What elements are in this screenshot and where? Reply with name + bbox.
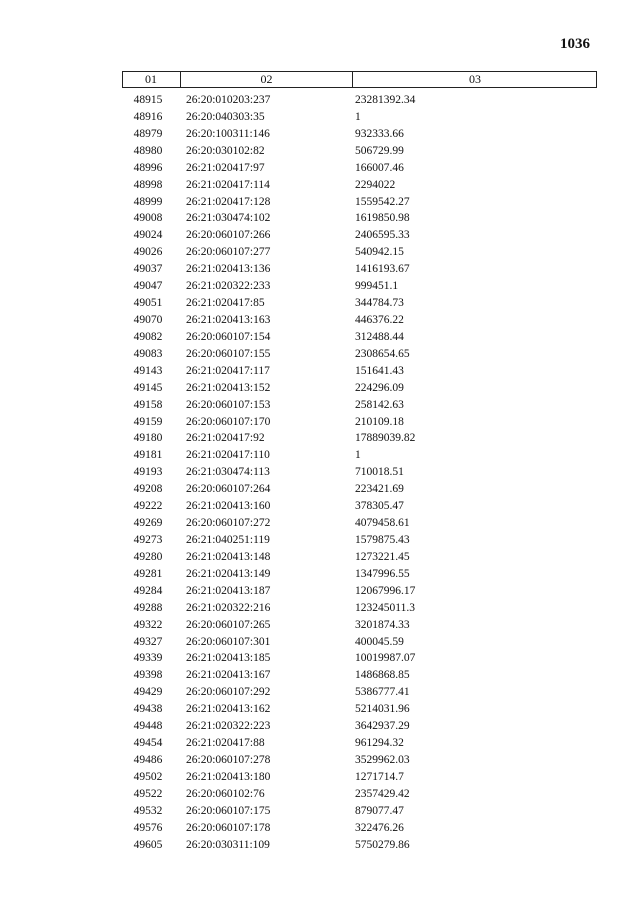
table-cell-col-3: 224296.09 xyxy=(355,381,404,394)
table-cell-col-1: 49327 xyxy=(133,635,163,648)
table-cell-col-2: 26:21:020413:180 xyxy=(186,770,271,783)
table-row xyxy=(0,481,640,498)
table-cell-col-1: 49145 xyxy=(133,381,163,394)
table-cell-col-1: 49448 xyxy=(133,720,163,733)
table-row xyxy=(0,650,640,667)
table-cell-col-1: 49605 xyxy=(133,838,163,851)
table-cell-col-2: 26:20:060107:272 xyxy=(186,517,271,530)
table-row xyxy=(0,329,640,346)
table-cell-col-2: 26:21:020417:97 xyxy=(186,161,265,174)
table-cell-col-3: 210109.18 xyxy=(355,415,404,428)
table-cell-col-1: 49082 xyxy=(133,330,163,343)
table-row xyxy=(0,583,640,600)
table-cell-col-1: 49037 xyxy=(133,263,163,276)
page-number: 1036 xyxy=(560,36,590,52)
table-cell-col-3: 400045.59 xyxy=(355,635,404,648)
table-row xyxy=(0,464,640,481)
table-cell-col-3: 312488.44 xyxy=(355,330,404,343)
table-row xyxy=(0,295,640,312)
table-cell-col-3: 1 xyxy=(355,449,361,462)
table-cell-col-3: 879077.47 xyxy=(355,804,404,817)
table-cell-col-2: 26:20:060107:266 xyxy=(186,229,271,242)
table-header xyxy=(122,71,597,88)
table-cell-col-3: 3529962.03 xyxy=(355,753,410,766)
table-cell-col-2: 26:21:020413:167 xyxy=(186,669,271,682)
table-cell-col-3: 23281392.34 xyxy=(355,94,416,106)
table-cell-col-2: 26:20:060107:155 xyxy=(186,347,271,360)
table-cell-col-1: 48999 xyxy=(133,195,163,208)
table-cell-col-1: 49576 xyxy=(133,821,163,834)
table-cell-col-3: 999451.1 xyxy=(355,280,399,293)
table-cell-col-1: 49398 xyxy=(133,669,163,682)
table-cell-col-2: 26:20:060107:265 xyxy=(186,618,271,631)
table-row xyxy=(0,414,640,431)
table-cell-col-1: 49193 xyxy=(133,466,163,479)
table-cell-col-2: 26:21:040251:119 xyxy=(186,533,270,546)
table-cell-col-3: 540942.15 xyxy=(355,246,404,259)
table-cell-col-1: 48915 xyxy=(133,94,163,106)
table-cell-col-2: 26:21:020413:149 xyxy=(186,567,271,580)
table-cell-col-1: 49280 xyxy=(133,550,163,563)
table-row xyxy=(0,617,640,634)
table-cell-col-3: 932333.66 xyxy=(355,127,404,140)
table-row xyxy=(0,803,640,820)
table-row xyxy=(0,718,640,735)
table-cell-col-1: 49024 xyxy=(133,229,163,242)
table-cell-col-1: 49143 xyxy=(133,364,163,377)
table-cell-col-3: 5386777.41 xyxy=(355,686,410,699)
table-cell-col-3: 322476.26 xyxy=(355,821,404,834)
table-cell-col-2: 26:21:020417:85 xyxy=(186,297,265,310)
table-cell-col-3: 10019987.07 xyxy=(355,652,416,665)
table-cell-col-1: 49339 xyxy=(133,652,163,665)
table-cell-col-1: 49051 xyxy=(133,297,163,310)
table-cell-col-3: 2294022 xyxy=(355,178,396,191)
table-row xyxy=(0,346,640,363)
table-cell-col-3: 1 xyxy=(355,110,361,123)
table-cell-col-1: 49284 xyxy=(133,584,163,597)
table-row xyxy=(0,312,640,329)
table-row xyxy=(0,363,640,380)
table-cell-col-3: 3201874.33 xyxy=(355,618,410,631)
table-row xyxy=(0,532,640,549)
table-cell-col-2: 26:21:020417:117 xyxy=(186,364,270,377)
table-cell-col-1: 49026 xyxy=(133,246,163,259)
table-row xyxy=(0,194,640,211)
table-row xyxy=(0,820,640,837)
table-cell-col-3: 123245011.3 xyxy=(355,601,415,614)
column-header-3: 03 xyxy=(352,72,597,87)
table-cell-col-1: 48998 xyxy=(133,178,163,191)
table-cell-col-1: 49208 xyxy=(133,483,163,496)
table-row xyxy=(0,752,640,769)
table-cell-col-3: 506729.99 xyxy=(355,144,404,157)
table-cell-col-1: 49269 xyxy=(133,517,163,530)
table-row xyxy=(0,735,640,752)
table-row xyxy=(0,837,640,854)
table-row xyxy=(0,549,640,566)
table-body xyxy=(0,92,640,853)
column-header-2: 02 xyxy=(180,72,352,87)
table-row xyxy=(0,701,640,718)
table-row xyxy=(0,244,640,261)
table-cell-col-1: 49047 xyxy=(133,280,163,293)
table-cell-col-1: 48980 xyxy=(133,144,163,157)
table-row xyxy=(0,447,640,464)
table-cell-col-1: 48996 xyxy=(133,161,163,174)
table-cell-col-3: 2406595.33 xyxy=(355,229,410,242)
table-cell-col-3: 1273221.45 xyxy=(355,550,410,563)
table-cell-col-1: 49454 xyxy=(133,737,163,750)
table-cell-col-2: 26:21:020322:216 xyxy=(186,601,271,614)
table-cell-col-1: 49158 xyxy=(133,398,163,411)
table-row xyxy=(0,600,640,617)
table-cell-col-2: 26:21:020322:223 xyxy=(186,720,271,733)
table-cell-col-3: 3642937.29 xyxy=(355,720,410,733)
table-row xyxy=(0,566,640,583)
table-cell-col-2: 26:21:020413:163 xyxy=(186,313,271,326)
table-cell-col-1: 49438 xyxy=(133,703,163,716)
table-cell-col-2: 26:20:060107:264 xyxy=(186,483,271,496)
table-row xyxy=(0,160,640,177)
table-cell-col-2: 26:20:100311:146 xyxy=(186,127,270,140)
table-cell-col-2: 26:21:020413:160 xyxy=(186,500,271,513)
table-cell-col-1: 49159 xyxy=(133,415,163,428)
table-row xyxy=(0,667,640,684)
table-row xyxy=(0,109,640,126)
table-cell-col-3: 378305.47 xyxy=(355,500,404,513)
table-cell-col-2: 26:20:060107:292 xyxy=(186,686,271,699)
table-cell-col-2: 26:20:030102:82 xyxy=(186,144,265,157)
table-row xyxy=(0,227,640,244)
table-cell-col-3: 5214031.96 xyxy=(355,703,410,716)
table-cell-col-3: 344784.73 xyxy=(355,297,404,310)
table-cell-col-2: 26:20:040303:35 xyxy=(186,110,265,123)
table-cell-col-2: 26:21:020413:187 xyxy=(186,584,271,597)
table-row xyxy=(0,210,640,227)
table-row xyxy=(0,786,640,803)
table-cell-col-3: 961294.32 xyxy=(355,737,404,750)
table-cell-col-1: 49502 xyxy=(133,770,163,783)
table-cell-col-2: 26:21:020413:152 xyxy=(186,381,271,394)
column-header-1: 01 xyxy=(145,72,157,86)
table-cell-col-3: 4079458.61 xyxy=(355,517,410,530)
table-cell-col-3: 1486868.85 xyxy=(355,669,410,682)
table-cell-col-1: 49070 xyxy=(133,313,163,326)
table-cell-col-3: 5750279.86 xyxy=(355,838,410,851)
table-row xyxy=(0,278,640,295)
table-cell-col-1: 48979 xyxy=(133,127,163,140)
table-row xyxy=(0,684,640,701)
table-row xyxy=(0,498,640,515)
table-cell-col-3: 258142.63 xyxy=(355,398,404,411)
table-cell-col-2: 26:21:020417:128 xyxy=(186,195,271,208)
table-cell-col-3: 1579875.43 xyxy=(355,533,410,546)
table-cell-col-1: 49429 xyxy=(133,686,163,699)
table-cell-col-3: 2357429.42 xyxy=(355,787,410,800)
table-cell-col-1: 49288 xyxy=(133,601,163,614)
table-row xyxy=(0,261,640,278)
table-cell-col-3: 446376.22 xyxy=(355,313,404,326)
table-cell-col-2: 26:20:060107:175 xyxy=(186,804,271,817)
table-row xyxy=(0,515,640,532)
table-cell-col-3: 1271714.7 xyxy=(355,770,404,783)
table-cell-col-1: 49273 xyxy=(133,533,163,546)
table-cell-col-1: 49008 xyxy=(133,212,163,225)
table-cell-col-3: 12067996.17 xyxy=(355,584,416,597)
table-cell-col-1: 49222 xyxy=(133,500,163,513)
table-cell-col-2: 26:20:060107:277 xyxy=(186,246,271,259)
table-row xyxy=(0,380,640,397)
table-cell-col-1: 49181 xyxy=(133,449,163,462)
table-cell-col-2: 26:21:030474:102 xyxy=(186,212,271,225)
table-cell-col-1: 49486 xyxy=(133,753,163,766)
table-cell-col-1: 49180 xyxy=(133,432,163,445)
table-cell-col-1: 49522 xyxy=(133,787,163,800)
table-cell-col-3: 1559542.27 xyxy=(355,195,410,208)
table-cell-col-1: 49532 xyxy=(133,804,163,817)
table-cell-col-3: 151641.43 xyxy=(355,364,404,377)
table-cell-col-2: 26:20:060107:178 xyxy=(186,821,271,834)
table-cell-col-3: 17889039.82 xyxy=(355,432,416,445)
table-cell-col-2: 26:21:020417:114 xyxy=(186,178,270,191)
table-row xyxy=(0,769,640,786)
table-row xyxy=(0,430,640,447)
table-cell-col-2: 26:21:030474:113 xyxy=(186,466,270,479)
table-cell-col-2: 26:21:020322:233 xyxy=(186,280,271,293)
table-cell-col-2: 26:20:030311:109 xyxy=(186,838,270,851)
table-row xyxy=(0,634,640,651)
table-row xyxy=(0,397,640,414)
table-cell-col-2: 26:21:020413:148 xyxy=(186,550,271,563)
table-cell-col-2: 26:20:060107:170 xyxy=(186,415,271,428)
table-cell-col-3: 1416193.67 xyxy=(355,263,410,276)
table-cell-col-2: 26:21:020417:88 xyxy=(186,737,265,750)
table-cell-col-3: 223421.69 xyxy=(355,483,404,496)
table-cell-col-3: 710018.51 xyxy=(355,466,404,479)
table-cell-col-1: 49322 xyxy=(133,618,163,631)
table-cell-col-2: 26:20:060107:301 xyxy=(186,635,271,648)
table-cell-col-2: 26:20:010203:237 xyxy=(186,94,271,106)
table-cell-col-2: 26:21:020413:185 xyxy=(186,652,271,665)
table-cell-col-3: 2308654.65 xyxy=(355,347,410,360)
table-cell-col-2: 26:20:060107:154 xyxy=(186,330,271,343)
table-cell-col-2: 26:21:020417:92 xyxy=(186,432,265,445)
table-row xyxy=(0,126,640,143)
table-row xyxy=(0,143,640,160)
table-cell-col-1: 49281 xyxy=(133,567,163,580)
table-cell-col-2: 26:21:020413:162 xyxy=(186,703,271,716)
table-cell-col-1: 48916 xyxy=(133,110,163,123)
table-cell-col-2: 26:21:020413:136 xyxy=(186,263,271,276)
table-cell-col-2: 26:21:020417:110 xyxy=(186,449,270,462)
table-cell-col-2: 26:20:060107:153 xyxy=(186,398,271,411)
table-row xyxy=(0,177,640,194)
table-row xyxy=(0,92,640,109)
table-cell-col-1: 49083 xyxy=(133,347,163,360)
table-cell-col-3: 1347996.55 xyxy=(355,567,410,580)
table-cell-col-2: 26:20:060102:76 xyxy=(186,787,265,800)
table-cell-col-3: 1619850.98 xyxy=(355,212,410,225)
table-cell-col-3: 166007.46 xyxy=(355,161,404,174)
table-cell-col-2: 26:20:060107:278 xyxy=(186,753,271,766)
